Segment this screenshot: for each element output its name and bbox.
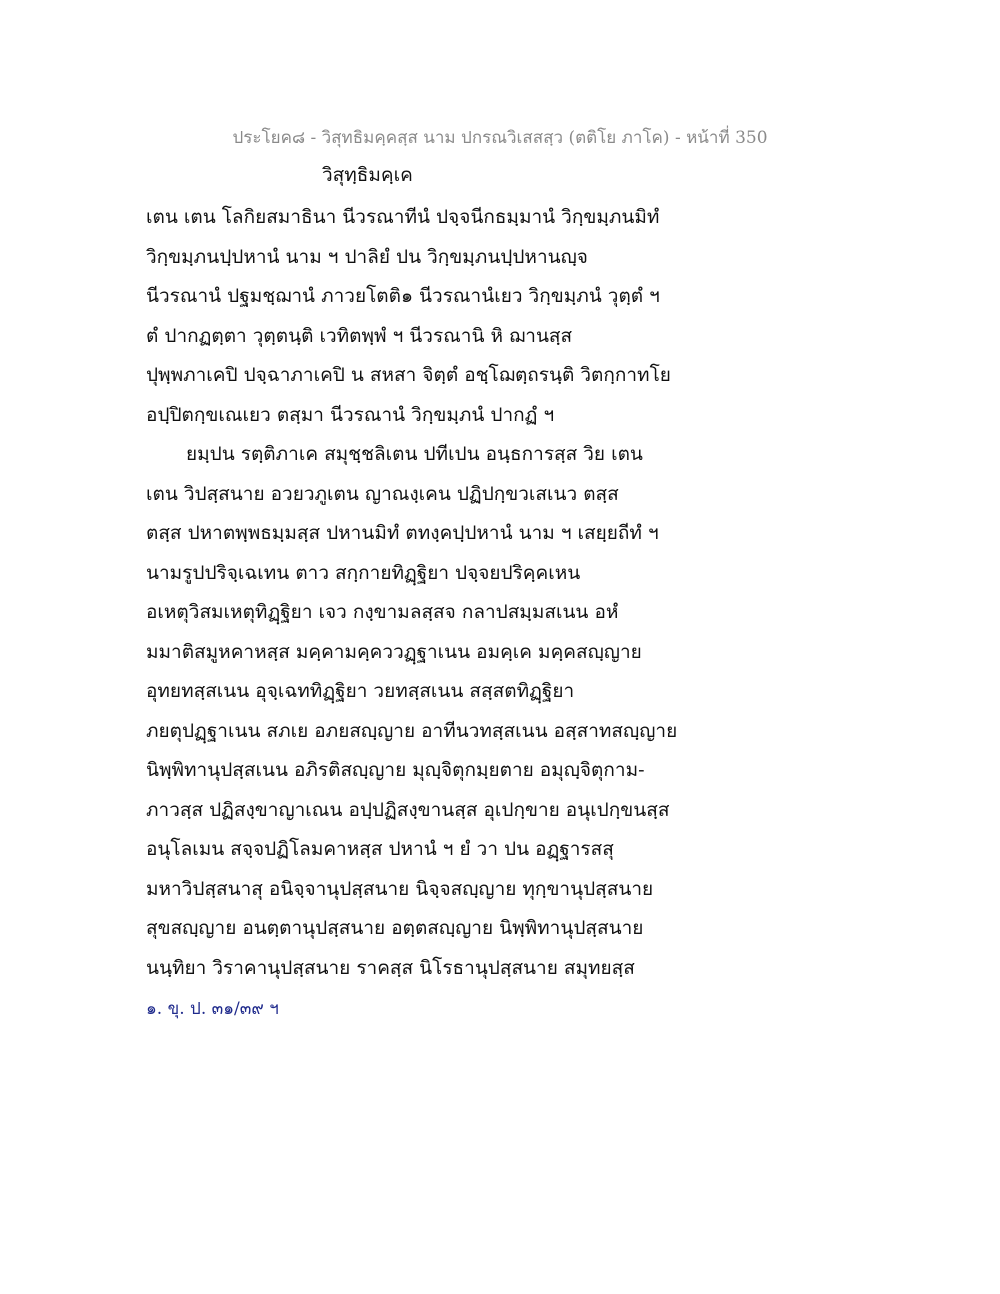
page-header: ประโยค๘ - วิสุทธิมคฺคสฺส นาม ปกรณวิเสสสฺว (ตติโย ภาโค) - หน้าที่ 350 [232,128,768,148]
text-line: ปุพฺพภาเคปิ ปจฺฉาภาเคปิ น สหสา จิตฺตํ อชฺโฌตฺถรนฺติ วิตกฺกาทโย [146,364,671,386]
text-line: อปฺปิตกฺขเณเยว ตสฺมา นีวรณานํ วิกฺขมฺภนํ ปากฏํ ฯ [146,403,555,426]
text-line: ภาวสฺส ปฏิสงฺขาญาเณน อปฺปฏิสงฺขานสฺส อุเปกฺขาย อนุเปกฺขนสฺส [146,798,670,821]
text-line: นามรูปปริจฺเฉเทน ตาว สกฺกายทิฏฺฐิยา ปจฺจยปริคฺคเหน [146,561,581,584]
text-line: นนฺทิยา วิราคานุปสฺสนาย ราคสฺส นิโรธานุปสฺสนาย สมุทยสฺส [146,956,635,979]
text-line: เตน เตน โลกิยสมาธินา นีวรณาทีนํ ปจฺจนีกธมฺมานํ วิกฺขมฺภนมิทํ [146,206,660,228]
text-line: ตสฺส ปหาตพฺพธมฺมสฺส ปหานมิทํ ตทงฺคปฺปหานํ นาม ฯ เสยฺยถีทํ ฯ [146,522,659,544]
text-line: อุทยทสฺสเนน อุจฺเฉททิฏฺฐิยา วยทสฺสเนน สสฺสตทิฏฺฐิยา [146,680,575,702]
text-line: มมาติสมูหคาหสฺส มคฺคามคฺคววฏฺฐาเนน อมคฺเค มคฺคสญฺญาย [146,640,642,663]
text-line: ตํ ปากฏตฺตา วุตฺตนฺติ เวทิตพฺพํ ฯ นีวรณานิ หิ ฌานสฺส [146,324,573,347]
text-line: สุขสญฺญาย อนตฺตานุปสฺสนาย อตฺตสญฺญาย นิพฺพิทานุปสฺสนาย [146,917,644,939]
text-line: อนุโลเมน สจฺจปฏิโลมคาหสฺส ปหานํ ฯ ยํ วา ปน อฏฺฐารสสุ [146,838,614,860]
text-line: นีวรณานํ ปฐมชฺฌานํ ภาวยโตติ๑ นีวรณานํเยว วิกฺขมฺภนํ วุตฺตํ ฯ [146,285,660,307]
text-line: เตน วิปสฺสนาย อวยวภูเตน ญาณงฺเคน ปฏิปกฺขวเสเนว ตสฺส [146,482,619,505]
text-line: วิกฺขมฺภนปฺปหานํ นาม ฯ ปาลิยํ ปน วิกฺขมฺภนปฺปหานญฺจ [146,245,588,268]
section-title: วิสุทฺธิมคฺเค [322,164,413,186]
footnote: ๑. ขุ. ป. ๓๑/๓๙ ฯ [146,999,279,1019]
text-line: อเหตุวิสมเหตุทิฏฺฐิยา เจว กงฺขามลสฺสจ กลาปสมฺมสเนน อหํ [146,601,619,623]
text-line: ภยตุปฏฺฐาเนน สภเย อภยสญฺญาย อาทีนวทสฺสเนน อสฺสาทสญฺญาย [146,719,678,742]
text-line: มหาวิปสฺสนาสุ อนิจฺจานุปสฺสนาย นิจฺจสญฺญาย ทุกฺขานุปสฺสนาย [146,877,654,900]
text-line: นิพฺพิทานุปสฺสเนน อภิรติสญฺญาย มุญฺจิตุกมฺยตาย อมุญฺจิตุกาม- [146,759,645,781]
body-text [146,198,706,988]
text-line: ยมฺปน รตฺติภาเค สมุชฺชลิเตน ปทีเปน อนฺธการสฺส วิย เตน [186,443,643,465]
